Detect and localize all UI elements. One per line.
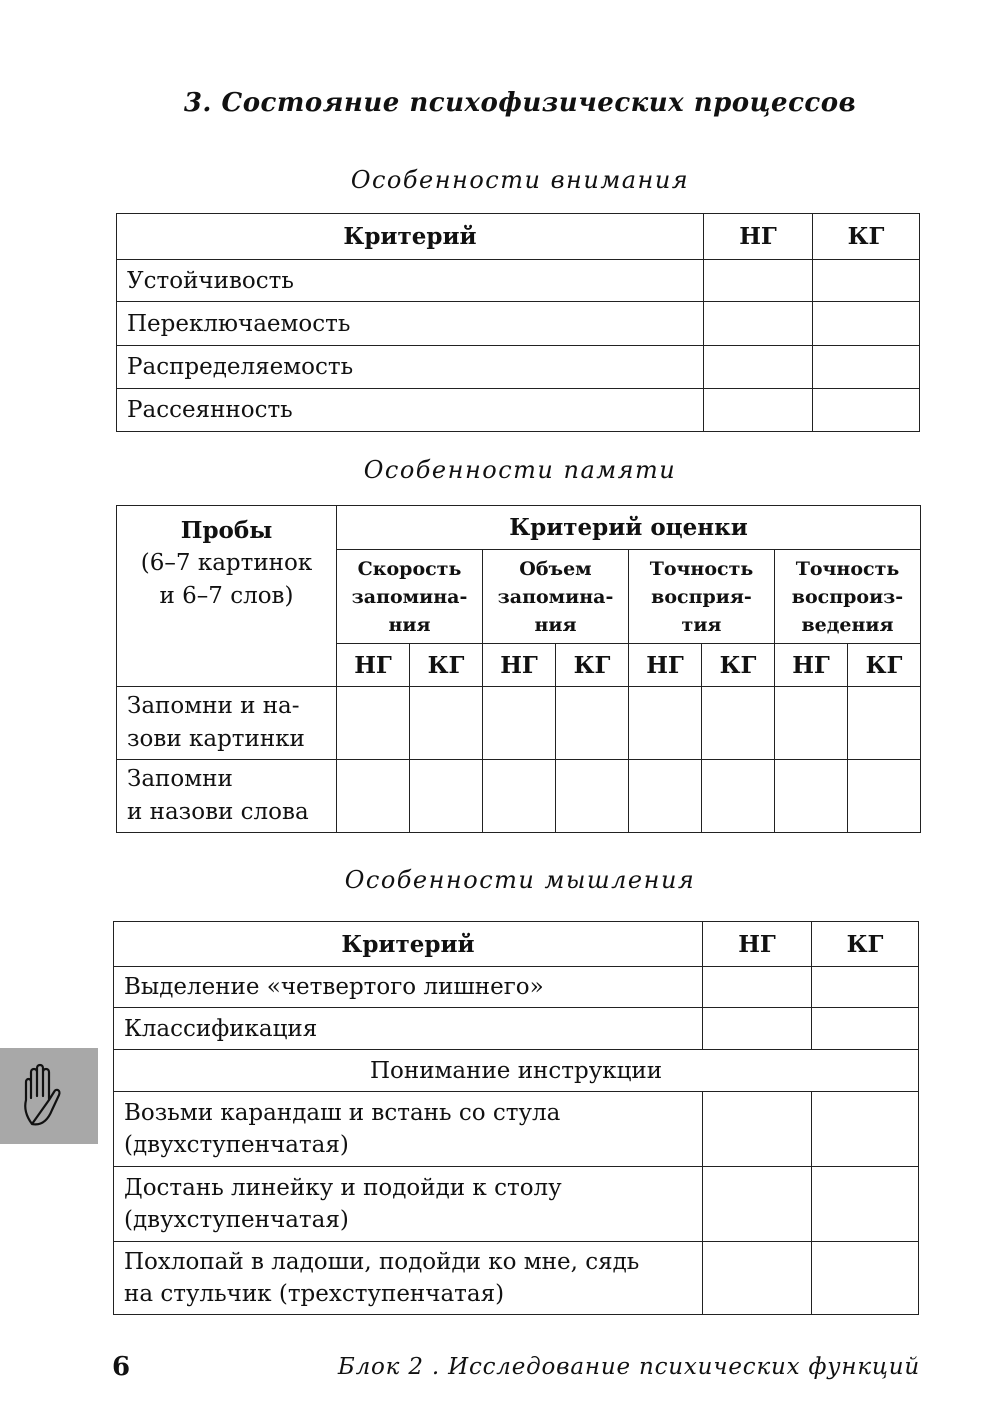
thinking-cell-kg[interactable] [812,967,919,1008]
hand-marker [0,1048,98,1144]
criteria-header: Критерий оценки [337,506,921,550]
attention-cell-ng[interactable] [704,260,813,302]
instruction-row-label: Похлопай в ладоши, подойди ко мне, сядь на стульчик (трехступенчатая) [114,1242,703,1315]
table-row [117,302,920,346]
memory-header-ng: НГ [629,644,702,687]
thinking-cell-kg[interactable] [812,1092,919,1167]
probes-header-title: Пробы [180,517,273,544]
thinking-table [113,921,919,1315]
table-row [117,260,920,302]
instruction-row-label: Возьми карандаш и встань со стула (двухступенчатая) [114,1092,703,1167]
attention-row-label: Рассеянность [117,389,704,432]
memory-cell[interactable] [848,760,921,833]
thinking-cell-ng[interactable] [703,1008,812,1050]
memory-cell[interactable] [337,687,410,760]
table-row [114,1092,919,1167]
memory-header-kg: КГ [556,644,629,687]
attention-cell-kg[interactable] [813,346,920,389]
attention-table [116,213,920,432]
probes-header [117,506,337,687]
memory-cell[interactable] [410,687,483,760]
memory-cell[interactable] [483,687,556,760]
attention-row-label: Переключаемость [117,302,704,346]
memory-cell[interactable] [556,760,629,833]
thinking-cell-kg[interactable] [812,1008,919,1050]
attention-header-kg: КГ [813,214,920,260]
footer-text: Блок 2 . Исследование психических функций [337,1354,920,1380]
table-row [114,1242,919,1315]
criterion-reproduction-accuracy: Точность воспроиз- ведения [775,550,921,644]
thinking-row-label: Классификация [114,1008,703,1050]
memory-cell[interactable] [629,687,702,760]
memory-header-kg: КГ [848,644,921,687]
thinking-header-kg: КГ [812,922,919,967]
memory-header-ng: НГ [775,644,848,687]
memory-cell[interactable] [483,760,556,833]
section-title: 3. Состояние психофизических процессов [183,88,857,118]
memory-cell[interactable] [702,687,775,760]
thinking-cell-ng[interactable] [703,1242,812,1315]
attention-header-ng: НГ [704,214,813,260]
page-number: 6 [112,1352,131,1382]
criterion-volume: Объем запомина- ния [483,550,629,644]
thinking-cell-kg[interactable] [812,1242,919,1315]
thinking-cell-ng[interactable] [703,1167,812,1242]
probes-header-note-2: и 6–7 слов) [159,583,294,609]
attention-cell-kg[interactable] [813,389,920,432]
memory-cell[interactable] [556,687,629,760]
attention-cell-kg[interactable] [813,302,920,346]
memory-cell[interactable] [848,687,921,760]
table-row [114,1167,919,1242]
memory-cell[interactable] [775,687,848,760]
memory-cell[interactable] [410,760,483,833]
attention-header-criterion: Критерий [117,214,704,260]
memory-row-label: Запомни и на- зови картинки [117,687,337,760]
memory-header-ng: НГ [483,644,556,687]
attention-cell-ng[interactable] [704,346,813,389]
memory-header-kg: КГ [702,644,775,687]
memory-header-ng: НГ [337,644,410,687]
memory-cell[interactable] [775,760,848,833]
thinking-row-label: Выделение «четвертого лишнего» [114,967,703,1008]
probes-header-note-1: (6–7 картинок [140,550,313,576]
table-row [117,687,921,760]
attention-cell-kg[interactable] [813,260,920,302]
table-row [117,760,921,833]
criterion-speed: Скорость запомина- ния [337,550,483,644]
attention-row-label: Устойчивость [117,260,704,302]
thinking-cell-ng[interactable] [703,967,812,1008]
memory-header-kg: КГ [410,644,483,687]
memory-cell[interactable] [702,760,775,833]
thinking-cell-ng[interactable] [703,1092,812,1167]
thinking-header-criterion: Критерий [114,922,703,967]
table-row [114,1008,919,1050]
attention-cell-ng[interactable] [704,302,813,346]
instructions-subheader: Понимание инструкции [114,1050,919,1092]
memory-title: Особенности памяти [363,456,677,484]
thinking-header-ng: НГ [703,922,812,967]
criterion-perception-accuracy: Точность восприя- тия [629,550,775,644]
memory-cell[interactable] [337,760,410,833]
instruction-row-label: Достань линейку и подойди к столу (двухступенчатая) [114,1167,703,1242]
table-row [114,967,919,1008]
attention-title: Особенности внимания [350,166,690,194]
memory-table [116,505,921,833]
attention-cell-ng[interactable] [704,389,813,432]
hand-icon [0,1048,98,1144]
attention-row-label: Распределяемость [117,346,704,389]
thinking-title: Особенности мышления [344,866,696,894]
memory-cell[interactable] [629,760,702,833]
thinking-cell-kg[interactable] [812,1167,919,1242]
table-row [117,389,920,432]
memory-row-label: Запомни и назови слова [117,760,337,833]
table-row [117,346,920,389]
